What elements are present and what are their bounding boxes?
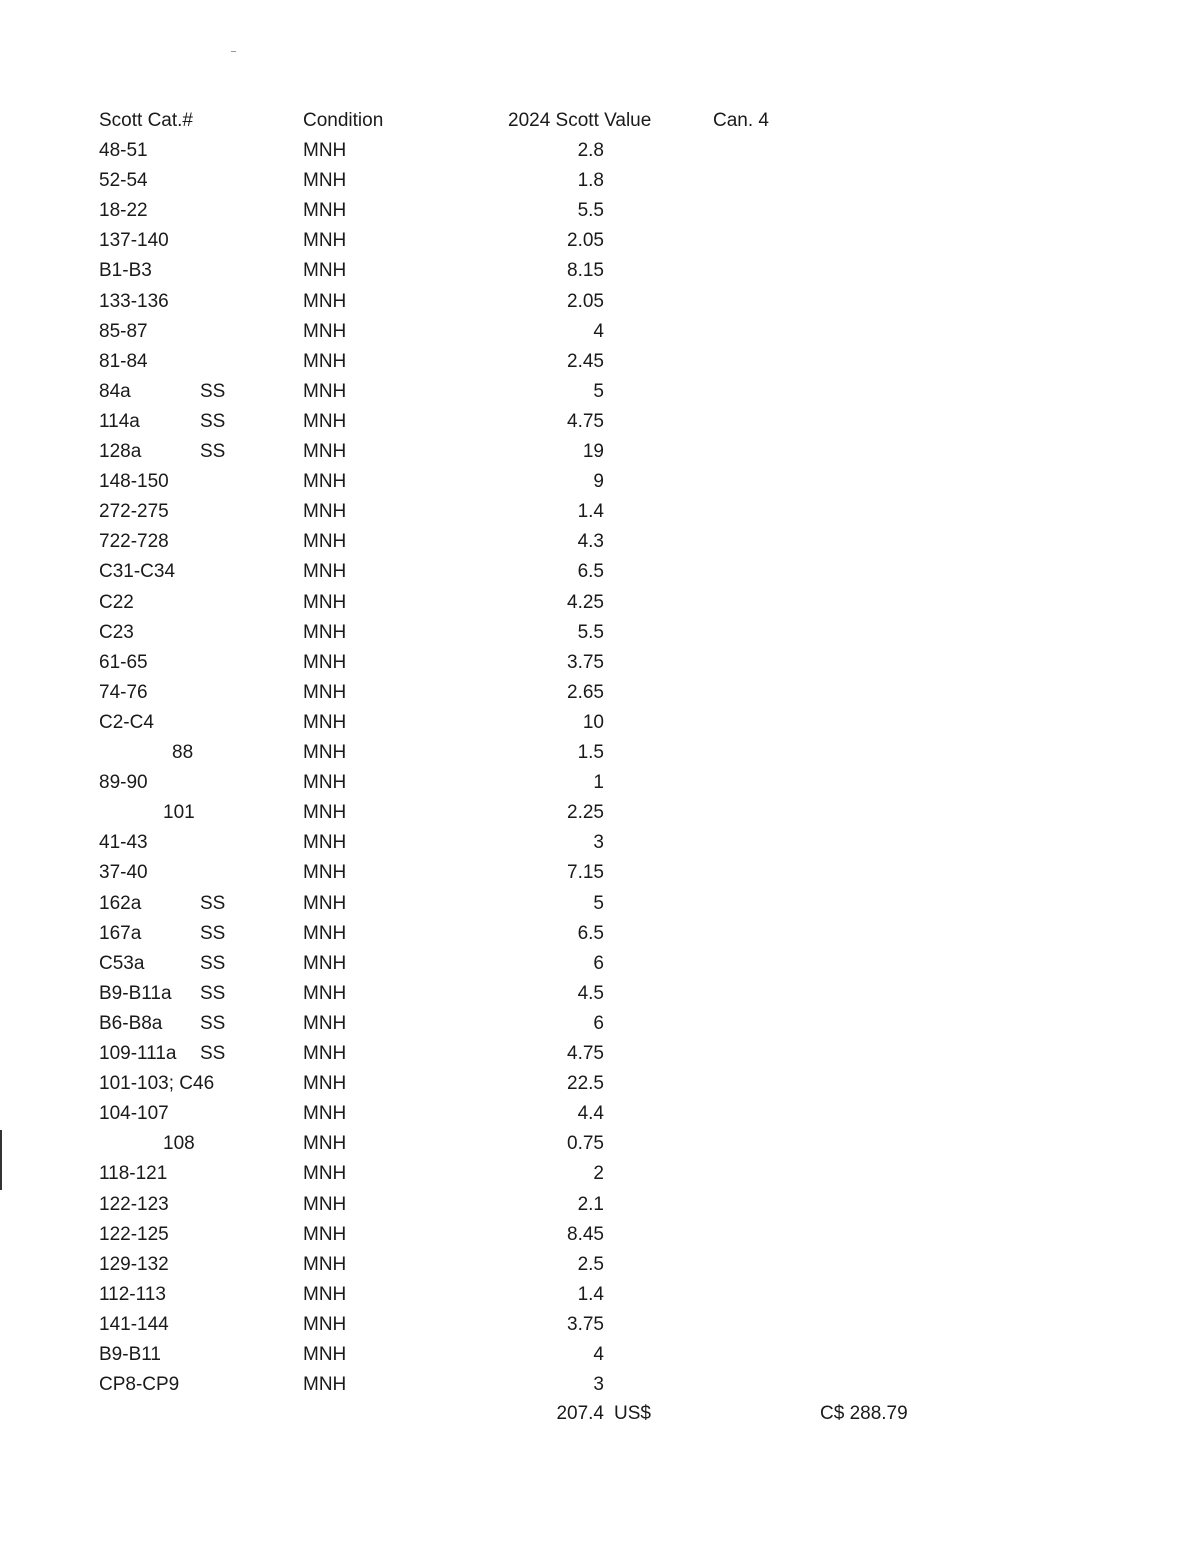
cell-scott-value: 8.45 xyxy=(567,1224,604,1245)
scan-speck xyxy=(231,51,236,52)
cell-scott-cat: 129-132 xyxy=(99,1254,169,1275)
cell-souvenir-sheet-marker: SS xyxy=(200,893,226,914)
cell-condition: MNH xyxy=(303,832,347,853)
cell-scott-cat: C23 xyxy=(99,622,134,643)
cell-condition: MNH xyxy=(303,622,347,643)
table-row xyxy=(0,527,1200,557)
total-us-currency: US$ xyxy=(614,1403,651,1424)
table-row xyxy=(0,1220,1200,1250)
table-row xyxy=(0,136,1200,166)
cell-scott-value: 5.5 xyxy=(577,622,604,643)
total-row xyxy=(0,1399,1200,1429)
scan-edge-mark xyxy=(0,1130,2,1190)
table-row xyxy=(0,347,1200,377)
cell-scott-cat: 101 xyxy=(163,802,195,823)
cell-souvenir-sheet-marker: SS xyxy=(200,983,226,1004)
cell-scott-value: 9 xyxy=(593,471,604,492)
cell-scott-value: 2.65 xyxy=(567,682,604,703)
cell-scott-cat: 104-107 xyxy=(99,1103,169,1124)
cell-scott-value: 1.4 xyxy=(577,1284,604,1305)
cell-condition: MNH xyxy=(303,712,347,733)
cell-condition: MNH xyxy=(303,200,347,221)
table-row xyxy=(0,196,1200,226)
cell-condition: MNH xyxy=(303,682,347,703)
cell-scott-value: 3.75 xyxy=(567,652,604,673)
cell-condition: MNH xyxy=(303,230,347,251)
cell-condition: MNH xyxy=(303,411,347,432)
cell-scott-cat: 101-103; C46 xyxy=(99,1073,215,1094)
cell-scott-cat: 88 xyxy=(172,742,194,763)
cell-scott-value: 3.75 xyxy=(567,1314,604,1335)
table-row xyxy=(0,979,1200,1009)
table-header xyxy=(0,106,1200,136)
cell-scott-cat: 122-123 xyxy=(99,1194,169,1215)
cell-scott-cat: 137-140 xyxy=(99,230,169,251)
cell-scott-value: 6 xyxy=(593,953,604,974)
table-row xyxy=(0,919,1200,949)
cell-condition: MNH xyxy=(303,1344,347,1365)
cell-scott-value: 2.5 xyxy=(577,1254,604,1275)
cell-scott-value: 2.45 xyxy=(567,351,604,372)
cell-condition: MNH xyxy=(303,260,347,281)
table-row xyxy=(0,377,1200,407)
cell-souvenir-sheet-marker: SS xyxy=(200,923,226,944)
table-row xyxy=(0,1069,1200,1099)
table-row xyxy=(0,678,1200,708)
cell-scott-value: 3 xyxy=(593,1374,604,1395)
cell-scott-value: 4 xyxy=(593,321,604,342)
cell-scott-value: 4.75 xyxy=(567,1043,604,1064)
cell-scott-value: 10 xyxy=(582,712,604,733)
table-row xyxy=(0,1190,1200,1220)
cell-scott-value: 4.3 xyxy=(577,531,604,552)
cell-scott-cat: 81-84 xyxy=(99,351,148,372)
cell-scott-value: 1.4 xyxy=(577,501,604,522)
table-row xyxy=(0,1310,1200,1340)
cell-condition: MNH xyxy=(303,351,347,372)
cell-condition: MNH xyxy=(303,862,347,883)
cell-scott-value: 5 xyxy=(593,893,604,914)
cell-scott-cat: 722-728 xyxy=(99,531,169,552)
table-row xyxy=(0,557,1200,587)
cell-condition: MNH xyxy=(303,953,347,974)
cell-scott-cat: 84a xyxy=(99,381,131,402)
cell-scott-value: 5 xyxy=(593,381,604,402)
cell-condition: MNH xyxy=(303,1224,347,1245)
cell-scott-cat: B1-B3 xyxy=(99,260,152,281)
cell-scott-value: 2.25 xyxy=(567,802,604,823)
cell-condition: MNH xyxy=(303,170,347,191)
cell-scott-cat: B6-B8a xyxy=(99,1013,163,1034)
cell-souvenir-sheet-marker: SS xyxy=(200,1043,226,1064)
cell-scott-cat: 133-136 xyxy=(99,291,169,312)
cell-scott-value: 4.5 xyxy=(577,983,604,1004)
table-row xyxy=(0,1340,1200,1370)
cell-condition: MNH xyxy=(303,1284,347,1305)
cell-scott-value: 4.75 xyxy=(567,411,604,432)
cell-scott-cat: 48-51 xyxy=(99,140,148,161)
cell-souvenir-sheet-marker: SS xyxy=(200,381,226,402)
cell-scott-cat: B9-B11a xyxy=(99,983,172,1004)
cell-condition: MNH xyxy=(303,531,347,552)
cell-scott-cat: 112-113 xyxy=(99,1284,166,1305)
table-row xyxy=(0,768,1200,798)
cell-condition: MNH xyxy=(303,652,347,673)
cell-scott-value: 4 xyxy=(593,1344,604,1365)
cell-souvenir-sheet-marker: SS xyxy=(200,1013,226,1034)
table-row xyxy=(0,287,1200,317)
cell-scott-value: 1.8 xyxy=(577,170,604,191)
cell-scott-value: 2.8 xyxy=(577,140,604,161)
cell-scott-cat: 41-43 xyxy=(99,832,148,853)
cell-scott-value: 3 xyxy=(593,832,604,853)
total-cad-value: C$ 288.79 xyxy=(820,1403,908,1424)
cell-scott-value: 4.25 xyxy=(567,592,604,613)
cell-condition: MNH xyxy=(303,140,347,161)
header-scott-value: 2024 Scott Value xyxy=(508,110,652,131)
cell-condition: MNH xyxy=(303,592,347,613)
cell-scott-cat: 272-275 xyxy=(99,501,169,522)
cell-scott-cat: 148-150 xyxy=(99,471,169,492)
table-row xyxy=(0,407,1200,437)
cell-scott-cat: 61-65 xyxy=(99,652,148,673)
cell-scott-cat: C53a xyxy=(99,953,145,974)
cell-scott-cat: 37-40 xyxy=(99,862,148,883)
header-can: Can. 4 xyxy=(713,110,769,131)
table-row xyxy=(0,858,1200,888)
table-row xyxy=(0,317,1200,347)
cell-condition: MNH xyxy=(303,1194,347,1215)
cell-scott-value: 2.05 xyxy=(567,291,604,312)
cell-scott-value: 19 xyxy=(582,441,604,462)
cell-condition: MNH xyxy=(303,441,347,462)
cell-scott-value: 7.15 xyxy=(567,862,604,883)
table-row xyxy=(0,437,1200,467)
cell-scott-cat: 108 xyxy=(163,1133,195,1154)
cell-condition: MNH xyxy=(303,561,347,582)
cell-scott-cat: 85-87 xyxy=(99,321,148,342)
cell-scott-value: 2.05 xyxy=(567,230,604,251)
table-row xyxy=(0,828,1200,858)
cell-condition: MNH xyxy=(303,893,347,914)
header-condition: Condition xyxy=(303,110,384,131)
table-row xyxy=(0,1159,1200,1189)
cell-scott-cat: 162a xyxy=(99,893,142,914)
cell-condition: MNH xyxy=(303,923,347,944)
table-row xyxy=(0,166,1200,196)
cell-scott-cat: 122-125 xyxy=(99,1224,169,1245)
table-row xyxy=(0,1099,1200,1129)
table-row xyxy=(0,949,1200,979)
cell-scott-cat: B9-B11 xyxy=(99,1344,161,1365)
cell-scott-cat: 89-90 xyxy=(99,772,148,793)
cell-condition: MNH xyxy=(303,1073,347,1094)
cell-condition: MNH xyxy=(303,983,347,1004)
table-row xyxy=(0,618,1200,648)
table-row xyxy=(0,497,1200,527)
cell-scott-cat: 74-76 xyxy=(99,682,148,703)
cell-condition: MNH xyxy=(303,802,347,823)
cell-scott-cat: 128a xyxy=(99,441,142,462)
table-row xyxy=(0,1250,1200,1280)
table-row xyxy=(0,1009,1200,1039)
cell-scott-value: 1.5 xyxy=(577,742,604,763)
cell-condition: MNH xyxy=(303,1043,347,1064)
cell-condition: MNH xyxy=(303,1133,347,1154)
cell-scott-cat: C31-C34 xyxy=(99,561,176,582)
table-row xyxy=(0,1129,1200,1159)
cell-souvenir-sheet-marker: SS xyxy=(200,953,226,974)
cell-scott-value: 8.15 xyxy=(567,260,604,281)
cell-scott-value: 2 xyxy=(593,1163,604,1184)
cell-scott-value: 2.1 xyxy=(577,1194,604,1215)
cell-scott-cat: 52-54 xyxy=(99,170,148,191)
table-row xyxy=(0,226,1200,256)
cell-scott-value: 22.5 xyxy=(567,1073,604,1094)
cell-scott-cat: 18-22 xyxy=(99,200,148,221)
table-row xyxy=(0,1039,1200,1069)
table-row xyxy=(0,588,1200,618)
cell-scott-value: 1 xyxy=(593,772,604,793)
cell-souvenir-sheet-marker: SS xyxy=(200,411,226,432)
table-row xyxy=(0,889,1200,919)
cell-condition: MNH xyxy=(303,471,347,492)
cell-condition: MNH xyxy=(303,381,347,402)
cell-condition: MNH xyxy=(303,772,347,793)
cell-condition: MNH xyxy=(303,1254,347,1275)
cell-scott-cat: 167a xyxy=(99,923,142,944)
table-row xyxy=(0,738,1200,768)
cell-scott-cat: C22 xyxy=(99,592,134,613)
cell-condition: MNH xyxy=(303,321,347,342)
cell-condition: MNH xyxy=(303,1374,347,1395)
cell-scott-cat: 118-121 xyxy=(99,1163,168,1184)
cell-condition: MNH xyxy=(303,1314,347,1335)
cell-scott-cat: 109-111a xyxy=(99,1043,177,1064)
table-row xyxy=(0,648,1200,678)
cell-condition: MNH xyxy=(303,291,347,312)
cell-condition: MNH xyxy=(303,1163,347,1184)
table-row xyxy=(0,798,1200,828)
table-row xyxy=(0,708,1200,738)
cell-scott-value: 6.5 xyxy=(577,561,604,582)
table-row xyxy=(0,256,1200,286)
cell-scott-cat: 141-144 xyxy=(99,1314,169,1335)
cell-scott-value: 0.75 xyxy=(567,1133,604,1154)
cell-scott-cat: C2-C4 xyxy=(99,712,154,733)
header-scott-cat: Scott Cat.# xyxy=(99,110,193,131)
cell-condition: MNH xyxy=(303,1103,347,1124)
cell-condition: MNH xyxy=(303,742,347,763)
table-row xyxy=(0,1280,1200,1310)
cell-scott-cat: CP8-CP9 xyxy=(99,1374,180,1395)
cell-scott-value: 5.5 xyxy=(577,200,604,221)
cell-scott-value: 6 xyxy=(593,1013,604,1034)
cell-condition: MNH xyxy=(303,1013,347,1034)
cell-scott-value: 6.5 xyxy=(577,923,604,944)
cell-scott-cat: 114a xyxy=(99,411,140,432)
table-row xyxy=(0,467,1200,497)
table-row xyxy=(0,1370,1200,1400)
cell-souvenir-sheet-marker: SS xyxy=(200,441,226,462)
total-us-value: 207.4 xyxy=(556,1403,604,1424)
cell-scott-value: 4.4 xyxy=(577,1103,604,1124)
cell-condition: MNH xyxy=(303,501,347,522)
